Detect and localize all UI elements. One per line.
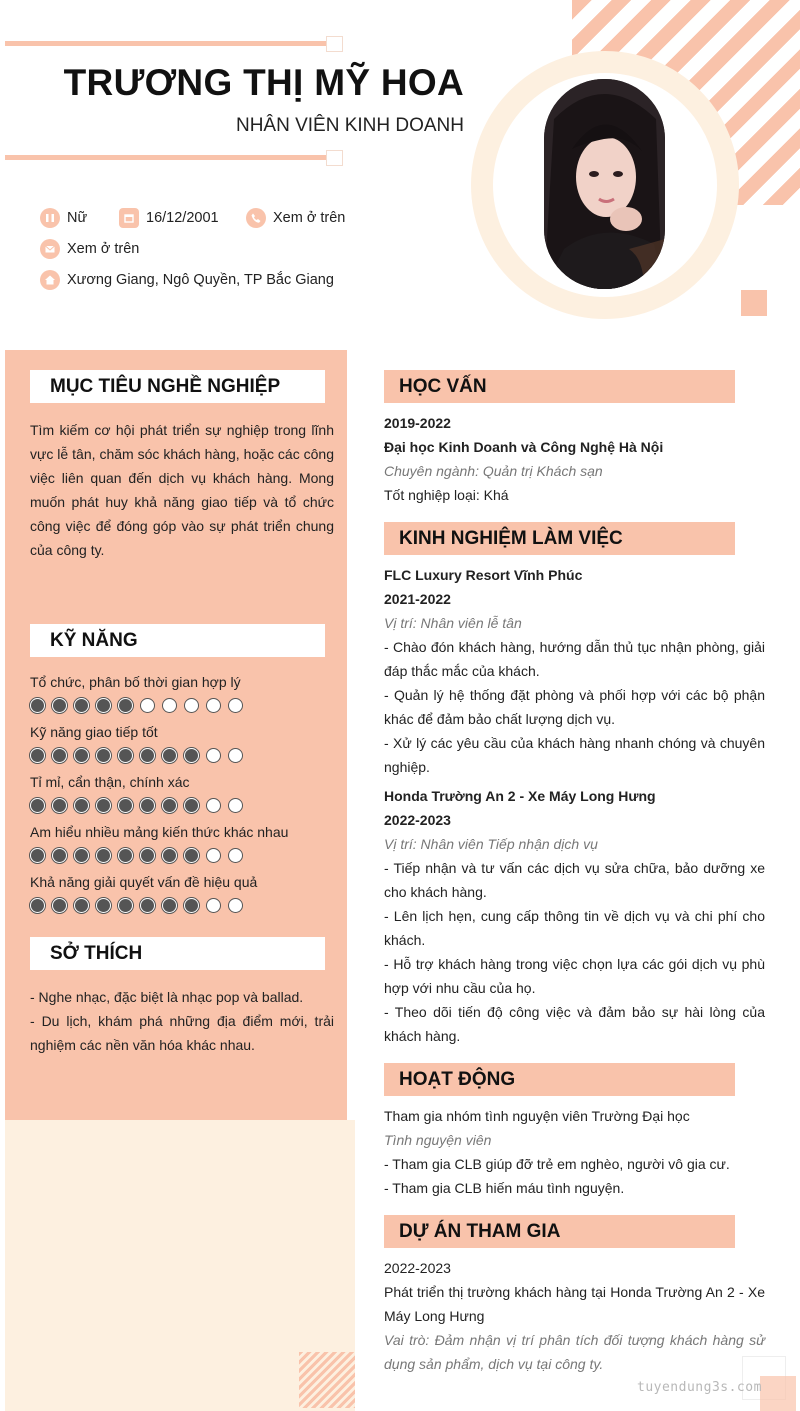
rating-dot-empty (162, 698, 177, 713)
rating-dot-filled (74, 848, 89, 863)
skill-label: Khả năng giải quyết vấn đề hiệu quả (30, 874, 258, 890)
header-rule-top (5, 41, 333, 46)
project-name: Phát triển thị trường khách hàng tại Honda Trường An 2 - Xe Máy Long Hưng (384, 1284, 765, 1324)
hobbies-heading: SỞ THÍCH (30, 937, 325, 970)
rating-dot-filled (96, 798, 111, 813)
decorative-corner (760, 1376, 796, 1411)
skill-rating (30, 698, 243, 713)
header-rule-bottom (5, 155, 333, 160)
activity-org: Tham gia nhóm tình nguyện viên Trường Đại học (384, 1108, 690, 1124)
watermark: tuyendung3s.com (637, 1380, 762, 1395)
email-value: Xem ở trên (67, 241, 140, 257)
birthday-value: 16/12/2001 (146, 210, 219, 226)
candidate-name: TRƯƠNG THỊ MỸ HOA (63, 62, 464, 103)
education-grade: Tốt nghiệp loại: Khá (384, 487, 509, 503)
rating-dot-filled (184, 748, 199, 763)
rating-dot-empty (228, 898, 243, 913)
rating-dot-empty (228, 848, 243, 863)
skill-label: Tổ chức, phân bố thời gian hợp lý (30, 674, 241, 690)
profile-photo (544, 79, 665, 289)
rating-dot-filled (96, 898, 111, 913)
rating-dot-empty (206, 748, 221, 763)
rating-dot-filled (52, 698, 67, 713)
address-value: Xương Giang, Ngô Quyền, TP Bắc Giang (67, 272, 334, 288)
skill-label: Am hiểu nhiều mảng kiến thức khác nhau (30, 824, 289, 840)
phone-icon (246, 208, 266, 228)
projects-heading: DỰ ÁN THAM GIA (384, 1215, 735, 1248)
activity-item: - Tham gia CLB hiến máu tình nguyện. (384, 1180, 625, 1196)
job-company: Honda Trường An 2 - Xe Máy Long Hưng (384, 788, 656, 804)
skill-rating (30, 798, 243, 813)
skill-rating (30, 748, 243, 763)
objective-heading: MỤC TIÊU NGHỀ NGHIỆP (30, 370, 325, 403)
rating-dot-empty (206, 698, 221, 713)
contact-birthday (119, 208, 219, 228)
contact-phone (246, 208, 345, 228)
rating-dot-empty (228, 748, 243, 763)
education-major: Chuyên ngành: Quản trị Khách sạn (384, 463, 603, 479)
rating-dot-filled (118, 748, 133, 763)
job-position: Vị trí: Nhân viên Tiếp nhận dịch vụ (384, 836, 598, 852)
gender-icon (40, 208, 60, 228)
rating-dot-filled (30, 848, 45, 863)
rating-dot-filled (52, 898, 67, 913)
contact-address (40, 270, 334, 290)
rating-dot-filled (184, 848, 199, 863)
job-details: - Chào đón khách hàng, hướng dẫn thủ tục nhận phòng, giải đáp thắc mắc của khách. - Quản lý hệ thống đặt phòng và phối hợp với các bộ phận khác để đảm bảo chất lượng dịch vụ. - Xử lý các yêu cầu của khách hàng nhanh chóng và chuyên nghiệp. (384, 639, 765, 775)
rating-dot-filled (118, 798, 133, 813)
rating-dot-filled (162, 748, 177, 763)
activity-role: Tình nguyện viên (384, 1132, 492, 1148)
rating-dot-empty (206, 798, 221, 813)
decorative-square (741, 290, 767, 316)
activities-heading: HOẠT ĐỘNG (384, 1063, 735, 1096)
rating-dot-filled (118, 698, 133, 713)
rating-dot-filled (52, 748, 67, 763)
rating-dot-empty (184, 698, 199, 713)
gender-value: Nữ (67, 210, 88, 226)
header-rule-cap (326, 36, 343, 52)
rating-dot-filled (74, 798, 89, 813)
rating-dot-filled (162, 798, 177, 813)
rating-dot-filled (140, 748, 155, 763)
skill-label: Kỹ năng giao tiếp tốt (30, 724, 158, 740)
rating-dot-filled (96, 698, 111, 713)
rating-dot-filled (184, 898, 199, 913)
rating-dot-filled (30, 798, 45, 813)
skill-rating (30, 898, 243, 913)
rating-dot-empty (206, 898, 221, 913)
rating-dot-filled (140, 798, 155, 813)
job-period: 2022-2023 (384, 812, 451, 828)
rating-dot-filled (118, 848, 133, 863)
rating-dot-filled (96, 748, 111, 763)
email-icon (40, 239, 60, 259)
rating-dot-filled (30, 898, 45, 913)
skill-label: Tỉ mỉ, cẩn thận, chính xác (30, 774, 190, 790)
rating-dot-filled (96, 848, 111, 863)
phone-value: Xem ở trên (273, 210, 346, 226)
rating-dot-filled (74, 748, 89, 763)
header-rule-cap (326, 150, 343, 166)
contact-gender (40, 208, 87, 228)
rating-dot-filled (74, 698, 89, 713)
contact-email (40, 239, 139, 259)
rating-dot-filled (118, 898, 133, 913)
experience-heading: KINH NGHIỆM LÀM VIỆC (384, 522, 735, 555)
rating-dot-filled (140, 848, 155, 863)
calendar-icon (119, 208, 139, 228)
objective-text: Tìm kiếm cơ hội phát triển sự nghiệp trong lĩnh vực lễ tân, chăm sóc khách hàng, hoặc các công việc liên quan đến dịch vụ khách hàng. Mong muốn phát huy khả năng giao tiếp và tổ chức công việc để đóng góp vào sự phát triển chung của công ty. (30, 422, 334, 558)
job-details: - Tiếp nhận và tư vấn các dịch vụ sửa chữa, bảo dưỡng xe cho khách hàng. - Lên lịch hẹn, cung cấp thông tin về dịch vụ và chi phí cho khách. - Hỗ trợ khách hàng trong việc chọn lựa các gói dịch vụ phù hợp với nhu cầu của họ. - Theo dõi tiến độ công việc và đảm bảo sự hài lòng của khách hàng. (384, 860, 765, 1044)
rating-dot-filled (74, 898, 89, 913)
job-title: NHÂN VIÊN KINH DOANH (235, 115, 464, 136)
activity-item: - Tham gia CLB giúp đỡ trẻ em nghèo, người vô gia cư. (384, 1156, 730, 1172)
education-heading: HỌC VẤN (384, 370, 735, 403)
skill-rating (30, 848, 243, 863)
project-role: Vai trò: Đảm nhận vị trí phân tích đối tượng khách hàng sử dụng sản phẩm, dịch vụ tại công ty. (384, 1332, 765, 1372)
home-icon (40, 270, 60, 290)
hobbies-text: - Nghe nhạc, đặc biệt là nhạc pop và ballad. - Du lịch, khám phá những địa điểm mới, trải nghiệm các nền văn hóa khác nhau. (30, 989, 334, 1053)
skills-heading: KỸ NĂNG (30, 624, 325, 657)
rating-dot-empty (228, 698, 243, 713)
rating-dot-filled (162, 898, 177, 913)
rating-dot-empty (206, 848, 221, 863)
education-school: Đại học Kinh Doanh và Công Nghệ Hà Nội (384, 439, 664, 455)
rating-dot-filled (162, 848, 177, 863)
education-period: 2019-2022 (384, 415, 451, 431)
rating-dot-filled (52, 848, 67, 863)
job-company: FLC Luxury Resort Vĩnh Phúc (384, 567, 583, 583)
rating-dot-filled (184, 798, 199, 813)
portrait-illustration (544, 79, 665, 289)
rating-dot-filled (52, 798, 67, 813)
rating-dot-filled (140, 898, 155, 913)
rating-dot-empty (228, 798, 243, 813)
project-period: 2022-2023 (384, 1260, 451, 1276)
decorative-stripes-bottom (299, 1352, 355, 1408)
job-position: Vị trí: Nhân viên lễ tân (384, 615, 522, 631)
job-period: 2021-2022 (384, 591, 451, 607)
rating-dot-filled (30, 748, 45, 763)
rating-dot-filled (30, 698, 45, 713)
rating-dot-empty (140, 698, 155, 713)
